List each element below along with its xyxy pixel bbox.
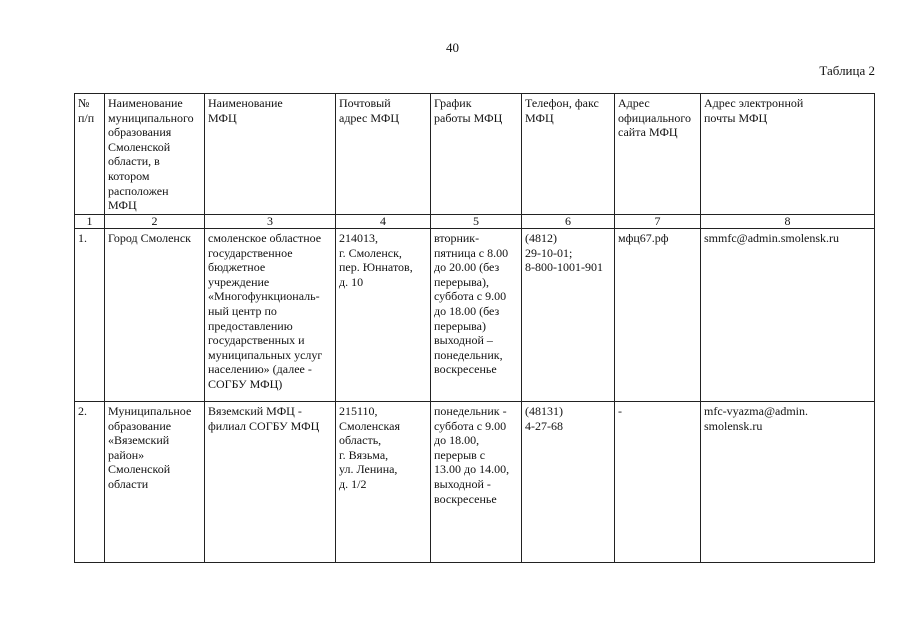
table-caption: Таблица 2 xyxy=(819,63,875,78)
column-number: 7 xyxy=(615,215,701,229)
column-number: 1 xyxy=(75,215,105,229)
row-number: 1. xyxy=(75,229,105,402)
column-number: 2 xyxy=(105,215,205,229)
website-cell: - xyxy=(615,402,701,563)
mfc-name-cell: смоленское областное государственное бюджетное учреждение «Многофункциональ- ный центр по предоставлению государственных и муниципальных услуг населению» (далее - СОГБУ МФЦ) xyxy=(205,229,336,402)
phone-cell: (48131) 4-27-68 xyxy=(522,402,615,563)
header-cell-phone: Телефон, факс МФЦ xyxy=(522,94,615,215)
schedule-cell: понедельник - суббота с 9.00 до 18.00, перерыв с 13.00 до 14.00, выходной - воскресенье xyxy=(431,402,522,563)
header-cell-number: № п/п xyxy=(75,94,105,215)
header-cell-mfc-name: Наименование МФЦ xyxy=(205,94,336,215)
postal-address-cell: 215110, Смоленская область, г. Вязьма, ул. Ленина, д. 1/2 xyxy=(336,402,431,563)
row-number: 2. xyxy=(75,402,105,563)
header-cell-website: Адрес официального сайта МФЦ xyxy=(615,94,701,215)
column-number: 8 xyxy=(701,215,875,229)
email-cell: smmfc@admin.smolensk.ru xyxy=(701,229,875,402)
column-number-row xyxy=(75,215,875,229)
column-number: 5 xyxy=(431,215,522,229)
table-header-row xyxy=(75,94,875,215)
header-cell-postal-address: Почтовый адрес МФЦ xyxy=(336,94,431,215)
schedule-cell: вторник- пятница с 8.00 до 20.00 (без перерыва), суббота с 9.00 до 18.00 (без перерыва) выходной – понедельник, воскресенье xyxy=(431,229,522,402)
mfc-name-cell: Вяземский МФЦ - филиал СОГБУ МФЦ xyxy=(205,402,336,563)
phone-cell: (4812) 29-10-01; 8-800-1001-901 xyxy=(522,229,615,402)
table-row xyxy=(75,229,875,402)
header-cell-email: Адрес электронной почты МФЦ xyxy=(701,94,875,215)
column-number: 6 xyxy=(522,215,615,229)
table-row xyxy=(75,402,875,563)
postal-address-cell: 214013, г. Смоленск, пер. Юннатов, д. 10 xyxy=(336,229,431,402)
header-cell-municipality: Наименование муниципального образования Смоленской области, в котором расположен МФЦ xyxy=(105,94,205,215)
header-cell-schedule: График работы МФЦ xyxy=(431,94,522,215)
municipality-cell: Муниципальное образование «Вяземский район» Смоленской области xyxy=(105,402,205,563)
mfc-table xyxy=(74,93,875,563)
email-cell: mfc-vyazma@admin. smolensk.ru xyxy=(701,402,875,563)
page-number: 40 xyxy=(446,40,459,55)
municipality-cell: Город Смоленск xyxy=(105,229,205,402)
website-cell: мфц67.рф xyxy=(615,229,701,402)
column-number: 3 xyxy=(205,215,336,229)
column-number: 4 xyxy=(336,215,431,229)
